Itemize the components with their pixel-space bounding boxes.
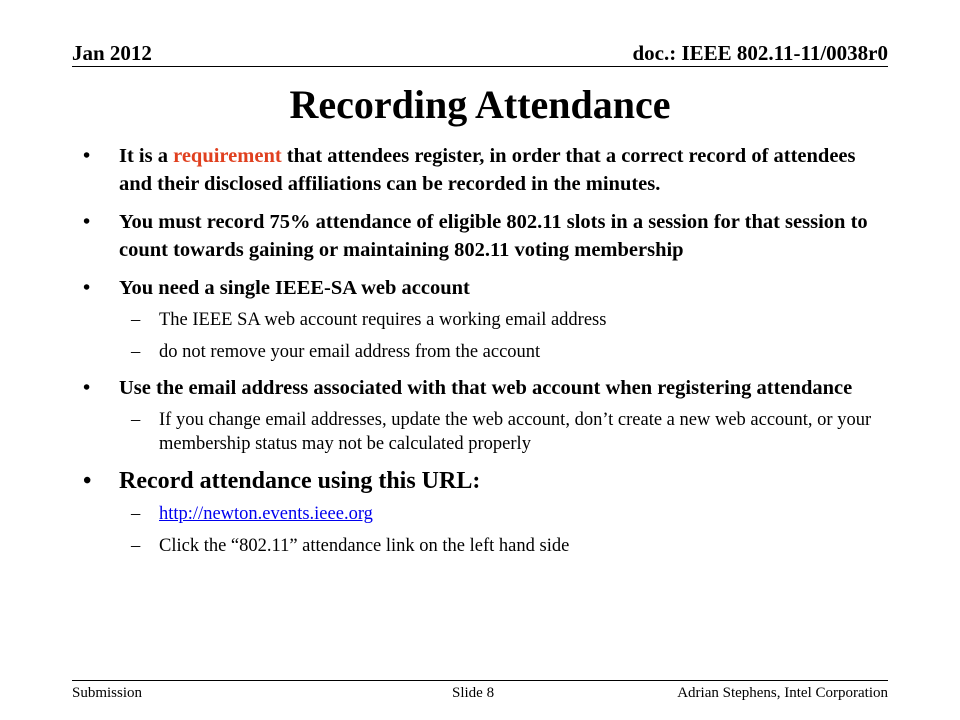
dash-icon: – bbox=[131, 342, 141, 362]
sub-bullet-text: If you change email addresses, update the web account, don’t create a new web account, or your membership status may not be calculated properly bbox=[159, 410, 872, 454]
footer-slide-number: Slide 8 bbox=[452, 685, 495, 701]
bullet-icon: • bbox=[83, 277, 91, 299]
footer-author: Adrian Stephens, Intel Corporation bbox=[677, 685, 888, 701]
footer-submission: Submission bbox=[72, 685, 143, 701]
slide-body bbox=[83, 142, 873, 566]
sub-bullet-text: do not remove your email address from the account bbox=[159, 342, 541, 362]
dash-icon: – bbox=[131, 310, 141, 330]
footer-rule bbox=[72, 680, 888, 681]
sub-bullet-working-email bbox=[83, 308, 873, 332]
bullet-text-prefix: It is a bbox=[119, 145, 174, 167]
header-doc-id: doc.: IEEE 802.11-11/0038r0 bbox=[632, 41, 888, 65]
bullet-attendance-75 bbox=[83, 208, 873, 264]
bullet-record-url bbox=[83, 466, 873, 496]
bullet-use-email bbox=[83, 374, 873, 402]
bullet-text-suffix: that attendees register, in order that a correct record of attendees and their disclosed affiliations can be recorded in the minutes. bbox=[119, 145, 856, 195]
sub-bullet-click-link bbox=[83, 534, 873, 558]
bullet-registration-requirement bbox=[83, 142, 873, 198]
bullet-icon: • bbox=[83, 468, 92, 494]
bullet-icon: • bbox=[83, 377, 91, 399]
slide-title: Recording Attendance bbox=[289, 82, 671, 127]
dash-icon: – bbox=[131, 536, 141, 556]
bullet-icon: • bbox=[83, 145, 91, 167]
bullet-text: You must record 75% attendance of eligible 802.11 slots in a session for that session to count towards gaining or maintaining 802.11 voting membership bbox=[119, 211, 868, 261]
requirement-highlight: requirement bbox=[173, 145, 282, 167]
sub-bullet-text: The IEEE SA web account requires a working email address bbox=[159, 310, 607, 330]
bullet-text: Record attendance using this URL: bbox=[119, 468, 481, 494]
header-rule bbox=[72, 66, 888, 67]
bullet-text: Use the email address associated with that web account when registering attendance bbox=[119, 377, 853, 399]
bullet-text: You need a single IEEE-SA web account bbox=[119, 277, 470, 299]
bullet-web-account bbox=[83, 274, 873, 302]
sub-bullet-change-email bbox=[83, 408, 873, 456]
bullet-icon: • bbox=[83, 211, 91, 233]
dash-icon: – bbox=[131, 504, 141, 524]
sub-bullet-text: Click the “802.11” attendance link on the left hand side bbox=[159, 536, 570, 556]
dash-icon: – bbox=[131, 410, 141, 430]
newton-attendance-link[interactable]: http://newton.events.ieee.org bbox=[159, 504, 373, 524]
header-date: Jan 2012 bbox=[72, 41, 152, 65]
sub-bullet-keep-email bbox=[83, 340, 873, 364]
sub-bullet-url bbox=[83, 502, 873, 526]
